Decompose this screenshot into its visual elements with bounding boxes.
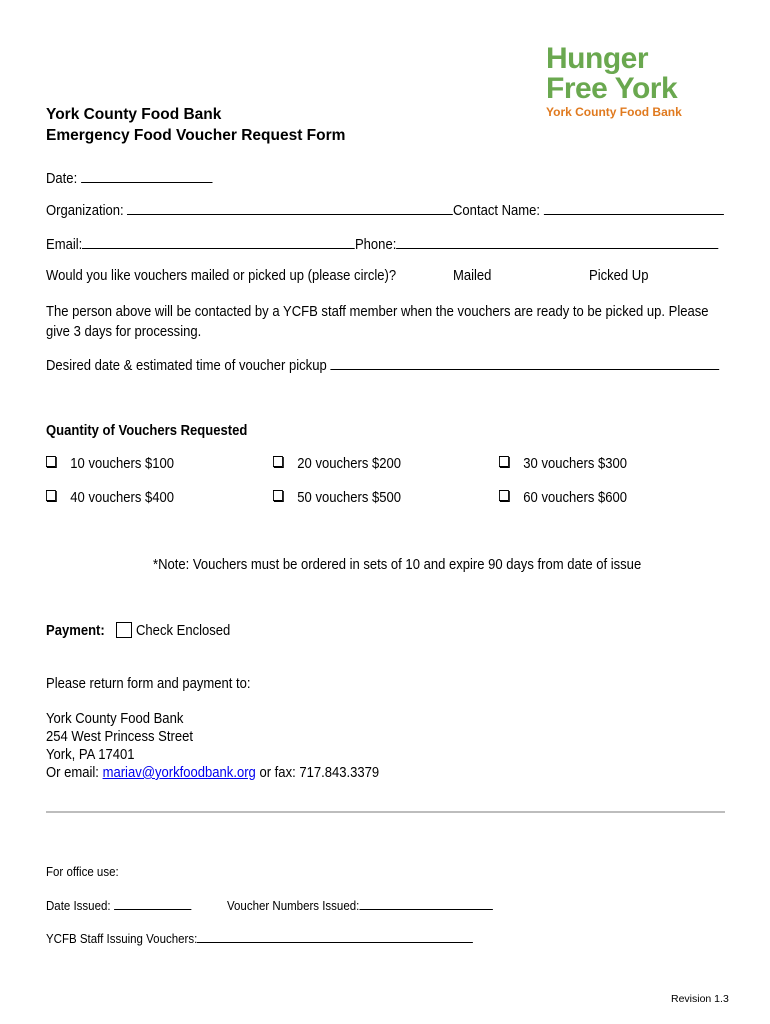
voucher-option-label: 40 vouchers $400: [70, 490, 175, 506]
contact-name-label: Contact Name:: [453, 203, 541, 219]
pickup-blank[interactable]: [330, 356, 719, 370]
return-contact-line: [46, 765, 379, 781]
voucher-option-40[interactable]: [46, 490, 174, 506]
pickup-field[interactable]: [46, 356, 719, 374]
contact-name-blank[interactable]: [544, 201, 724, 215]
voucher-option-label: 60 vouchers $600: [523, 490, 628, 506]
return-intro: Please return form and payment to:: [46, 676, 251, 692]
org-title: York County Food Bank: [46, 106, 222, 123]
date-field[interactable]: [46, 169, 212, 187]
voucher-numbers-blank[interactable]: [359, 897, 492, 910]
return-city: York, PA 17401: [46, 747, 135, 763]
phone-blank[interactable]: [396, 235, 718, 249]
delivery-question: Would you like vouchers mailed or picked up (please circle)?: [46, 268, 397, 284]
voucher-option-label: 10 vouchers $100: [70, 456, 175, 472]
checkbox-icon[interactable]: [46, 456, 56, 467]
logo-line-free-york: Free York: [546, 72, 678, 105]
voucher-option-50[interactable]: [273, 490, 401, 506]
email-label: Email:: [46, 237, 83, 253]
checkbox-icon[interactable]: [273, 456, 283, 467]
checkbox-icon[interactable]: [46, 490, 56, 501]
office-heading: For office use:: [46, 865, 119, 879]
return-name: York County Food Bank: [46, 711, 184, 727]
date-issued-blank[interactable]: [114, 897, 191, 910]
staff-blank[interactable]: [197, 930, 473, 943]
organization-label: Organization:: [46, 203, 124, 219]
hunger-free-york-logo: [546, 44, 682, 119]
payment-label: Payment:: [46, 623, 105, 639]
contact-note: The person above will be contacted by a YCFB staff member when the vouchers are ready to be picked up. Please give 3 days for processing.: [46, 304, 709, 340]
voucher-numbers-label: Voucher Numbers Issued:: [227, 899, 360, 913]
pickup-label: Desired date & estimated time of voucher pickup: [46, 358, 327, 374]
email-phone-field[interactable]: [46, 235, 719, 253]
return-street: 254 West Princess Street: [46, 729, 194, 745]
date-issued-label: Date Issued:: [46, 899, 111, 913]
option-picked-up[interactable]: Picked Up: [589, 268, 649, 284]
checkbox-icon[interactable]: [499, 456, 509, 467]
voucher-option-label: 50 vouchers $500: [297, 490, 402, 506]
check-enclosed-checkbox[interactable]: [116, 622, 132, 638]
form-title: Emergency Food Voucher Request Form: [46, 127, 346, 144]
voucher-option-10[interactable]: [46, 456, 174, 472]
staff-label: YCFB Staff Issuing Vouchers:: [46, 932, 198, 946]
check-enclosed-label: Check Enclosed: [136, 623, 231, 639]
logo-line-food-bank: York County Food Bank: [546, 105, 682, 119]
logo-line-hunger: Hunger: [546, 42, 648, 75]
voucher-option-20[interactable]: [273, 456, 401, 472]
date-label: Date:: [46, 171, 78, 187]
voucher-option-60[interactable]: [499, 490, 627, 506]
fax-text: or fax: 717.843.3379: [259, 765, 380, 781]
voucher-numbers-field[interactable]: [227, 897, 493, 913]
voucher-option-30[interactable]: [499, 456, 627, 472]
email-blank[interactable]: [82, 235, 355, 249]
organization-field[interactable]: [46, 201, 453, 219]
email-prefix: Or email:: [46, 765, 99, 781]
phone-label: Phone:: [354, 237, 397, 253]
section-divider: [46, 811, 725, 813]
voucher-option-label: 30 vouchers $300: [523, 456, 628, 472]
date-issued-field[interactable]: [46, 897, 191, 913]
contact-name-field[interactable]: [453, 201, 724, 219]
voucher-option-label: 20 vouchers $200: [297, 456, 402, 472]
checkbox-icon[interactable]: [273, 490, 283, 501]
organization-blank[interactable]: [127, 201, 453, 215]
date-blank[interactable]: [81, 169, 212, 183]
quantity-heading: Quantity of Vouchers Requested: [46, 423, 248, 439]
option-mailed[interactable]: Mailed: [453, 268, 492, 284]
checkbox-icon[interactable]: [499, 490, 509, 501]
staff-field[interactable]: [46, 930, 473, 946]
voucher-note: *Note: Vouchers must be ordered in sets of 10 and expire 90 days from date of issue: [153, 557, 642, 573]
revision-label: Revision 1.3: [671, 993, 729, 1005]
email-link[interactable]: mariav@yorkfoodbank.org: [102, 765, 256, 781]
